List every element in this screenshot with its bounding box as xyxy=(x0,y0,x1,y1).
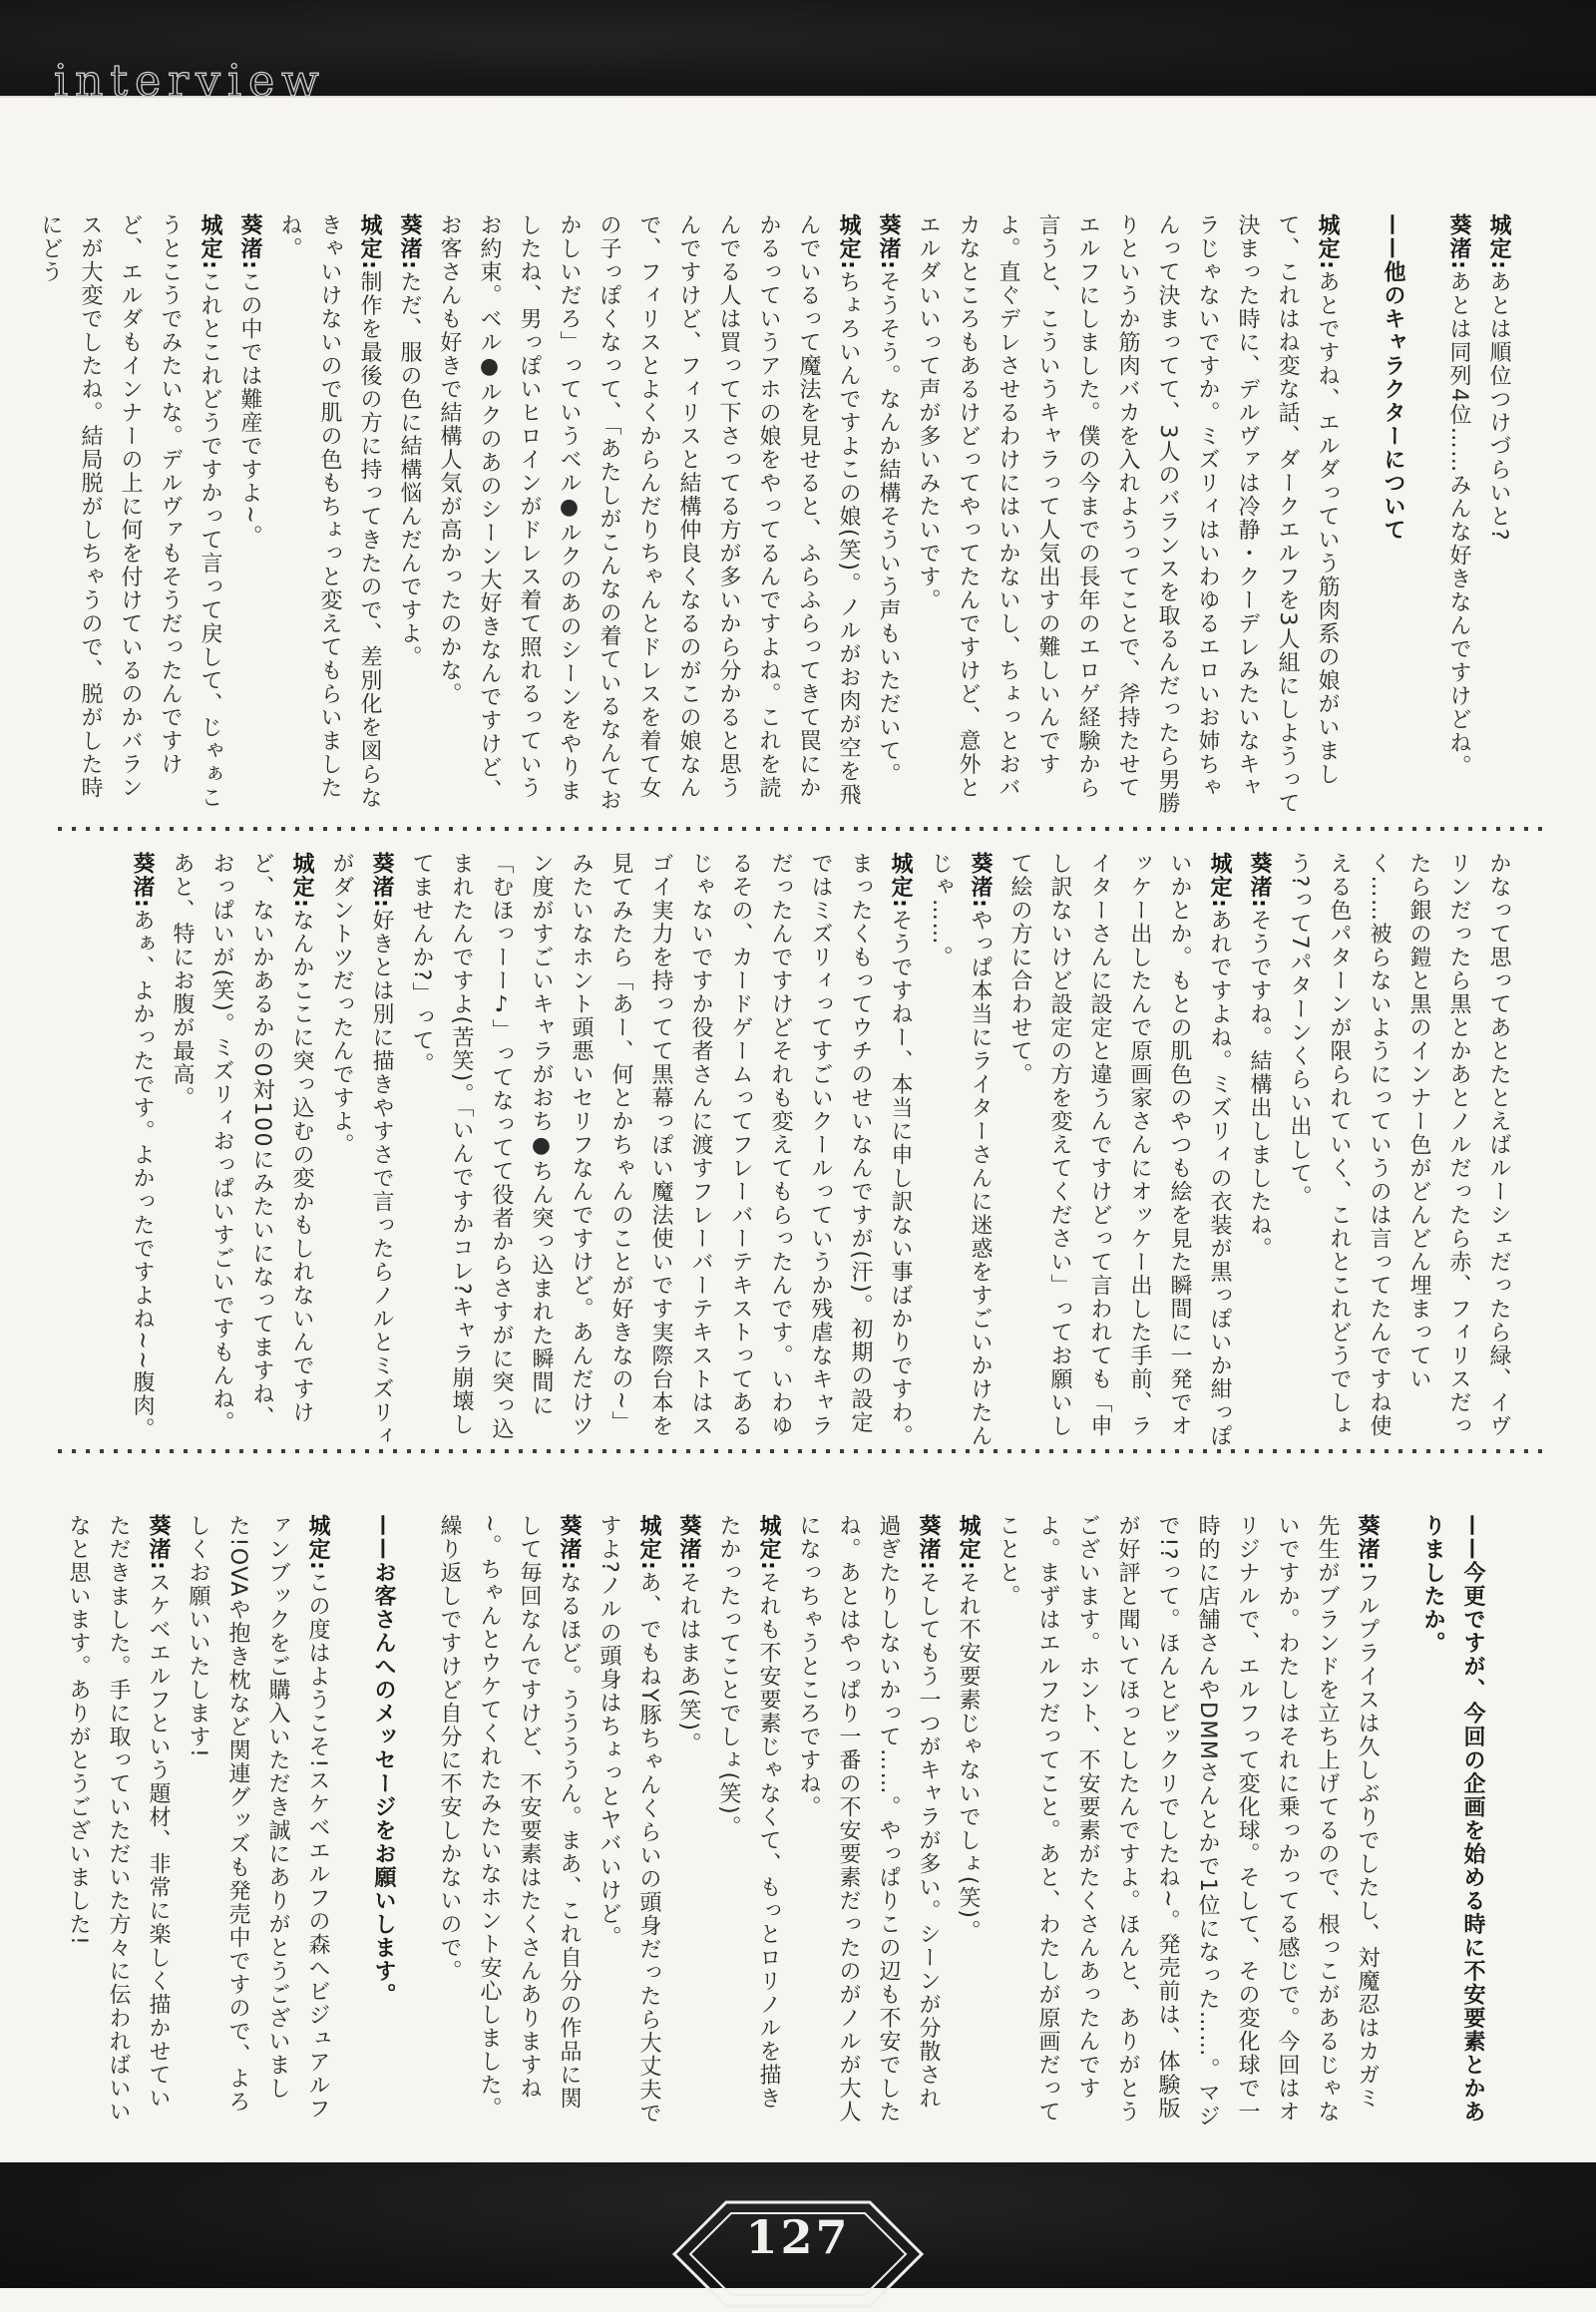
dialogue-text: それはまあ(笑)。 xyxy=(676,1571,701,1755)
dialogue-text: あとは同列4位……みんな好きなんですけどね。 xyxy=(1446,270,1471,779)
dialogue-text: あとは順位つけづらいと? xyxy=(1486,270,1511,542)
dialogue-paragraph xyxy=(708,1514,788,2128)
dialogue-paragraph xyxy=(868,213,908,816)
bottom-footer-bar xyxy=(0,2162,1596,2288)
dialogue-paragraph xyxy=(162,852,321,1450)
dialogue-text: あれですよね。ミズリィの衣装が黒っぽいか紺っぽいかとか。もとの肌色のやつも絵を見た瞬間に一発でオッケー出したんで原画家さんにオッケー出した手前、ライターさんに設定と違うんですけどって言われても「申し訳ないけど設定の方を変えてください」ってお願いして絵の方に合わせて。 xyxy=(1007,852,1232,1448)
speaker-label: 城定: xyxy=(756,1514,781,1572)
dialogue-paragraph xyxy=(920,852,999,1450)
speaker-label: 城定: xyxy=(198,213,222,271)
dialogue-paragraph xyxy=(948,1514,988,2128)
dialogue-text: スケベエルフという題材、非常に楽しく描かせていただきました。手に取っていただいた方々に伝わればいいなと思います。ありがとうございました! xyxy=(66,1514,171,2123)
speaker-label: 城定: xyxy=(636,1514,661,1572)
dialogue-text: そうですね。結構出しましたね。 xyxy=(1247,909,1272,1261)
dialogue-paragraph xyxy=(58,1514,178,2128)
interview-text-band-2 xyxy=(122,852,1518,1450)
dialogue-paragraph xyxy=(401,852,920,1450)
dialogue-text: そしてもう一つがキャラが多い。シーンが分散され過ぎたりしないかって……。やっぱりこの辺も不安でしたね。あとはやっぱり一番の不安要素だったのがノルが大人になっちゃうところですね。 xyxy=(796,1514,941,2123)
dialogue-paragraph xyxy=(429,1514,589,2128)
speaker-label: 城定: xyxy=(1315,213,1340,271)
dialogue-paragraph xyxy=(178,1514,337,2128)
dialogue-paragraph xyxy=(429,213,868,816)
speaker-label: 葵渚: xyxy=(876,213,901,271)
dialogue-text: なんかここに突っ込むの変かもしれないんですけど、ないかあるかの0対100にみたいになってますね、おっぱいが(笑)。ミズリィおっぱいすごいですもんね。あと、特にお腹が最高。 xyxy=(170,852,314,1435)
top-header-bar xyxy=(0,0,1596,107)
speaker-label: 葵渚: xyxy=(369,852,394,910)
interview-logo: interview xyxy=(54,56,326,107)
dialogue-text: ただ、服の色に結構悩んだんですよ。 xyxy=(397,270,422,669)
dialogue-paragraph xyxy=(1239,852,1279,1450)
dialogue-paragraph xyxy=(999,852,1239,1450)
dialogue-text: この中では難産ですよ~。 xyxy=(237,270,262,549)
interview-text-band-3 xyxy=(58,1514,1518,2128)
speaker-label: 城定: xyxy=(289,852,314,910)
speaker-label: 葵渚: xyxy=(397,213,422,271)
dialogue-paragraph xyxy=(1279,852,1518,1450)
dialogue-text: フルプライスは久しぶりでしたし、対魔忍はカガミ先生がブランドを立ち上げてるので、根っこがあるじゃないですか。わたしはそれに乗っかってる感じで。今回はオリジナルで、エルフって変化球。そして、その変化球で一時的に店舗さんやDMMさんとかで1位になった……。マジで!?って。ほんとビックリでしたね~。発売前は、体験版が好評と聞いてほっとしたんですよ。ほんと、ありがとうございます。ホント、不安要素がたくさんあったんですよ。まずはエルフだってこと。あと、わたしが原画だってことと。 xyxy=(996,1514,1380,2128)
speaker-label: 葵渚: xyxy=(1247,852,1272,910)
dialogue-paragraph xyxy=(1478,213,1518,816)
dialogue-paragraph xyxy=(321,852,401,1450)
dialogue-text: これとこれどうですかって言って戻して、じゃぁこうとこうでみたいな。デルヴァもそうだったんですけど、エルダもインナーの上に何を付けているのかバランスが大変でしたね。結局脱がしちゃうので、脱がした時にどう xyxy=(38,213,222,810)
dialogue-text: それも不安要素じゃなくて、もっとロリノルを描きたかったってことでしょ(笑)。 xyxy=(716,1514,781,2111)
speaker-label: 城定: xyxy=(956,1514,981,1572)
speaker-label: 葵渚: xyxy=(916,1514,941,1572)
interview-text-band-1 xyxy=(30,213,1518,816)
dialogue-paragraph xyxy=(589,1514,668,2128)
dialogue-paragraph xyxy=(1438,213,1478,816)
dialogue-text: そうですねー、本当に申し訳ない事ばかりですわ。まったくもってウチのせいなんですが(汗)。初期の設定ではミズリィってすごいクールっていうか残虐なキャラだったんですけどそれも変えてもらったんです。いわゆるその、カードゲームってフレーバーテキストってあるじゃないですか役者さんに渡すフレーバーテキストはスゴイ実力を持ってて黒幕っぽい魔法使いです実際台本を見てみたら「あー、何とかちゃんのことが好きなの~」みたいなホント頭悪いセリフなんですけど。あんだけツン度がすごいキャラがおち●ちん突っ込まれた瞬間に「むほっーー♪」ってなってて役者からさすがに突っ込まれたんですよ(苦笑)。「いんですかコレ?キャラ崩壊してませんか?」って。 xyxy=(409,852,913,1448)
dialogue-paragraph xyxy=(668,1514,708,2128)
dialogue-text: かなって思ってあとたとえばルーシェだったら緑、イヴリンだったら黒とかあとノルだったら赤、フィリスだったら銀の鎧と黒のインナー色がどんどん埋まっていく……被らないようにっていうのは言ってたんですね使える色パターンが限られていく、これとこれどうでしょう?って7パターンくらい出して。 xyxy=(1287,852,1511,1438)
dialogue-text: なるほど。ううううん。まあ、これ自分の作品に関して毎回なんですけど、不安要素はたくさんありますね~。ちゃんとウケてくれたみたいなホント安心しました。繰り返しですけど自分に不安しかないので。 xyxy=(437,1514,582,2120)
dialogue-paragraph xyxy=(389,213,429,816)
dialogue-text: あとですね、エルダっていう筋肉系の娘がいまして、これはね変な話、ダークエルフを3人組にしようって決まった時に、デルヴァは冷静・クーデレみたいなキャラじゃないですか。ミズリィはいわゆるエロいお姉ちゃんって決まってて、3人のバランスを取るんだったら男勝りというか筋肉バカを入れようってことで、斧持たせてエルフにしました。僕の今までの長年のエロゲ経験から言うと、こういうキャラって人気出すの難しいんですよ。直ぐデレさせるわけにはいかないし、ちょっとおバカなところもあるけどってやってたんですけど、意外とエルダいいって声が多いみたいです。 xyxy=(916,213,1340,815)
dialogue-text: そうそう。なんか結構そういう声もいただいて。 xyxy=(876,270,901,787)
speaker-label: 葵渚: xyxy=(557,1514,582,1572)
page-number: 127 xyxy=(745,2210,851,2264)
speaker-label: 城定: xyxy=(1207,852,1232,910)
speaker-label: 城定: xyxy=(888,852,913,910)
dialogue-paragraph xyxy=(988,1514,1387,2128)
dialogue-text: あぁ、よかったです。よかったですよね~~腹肉。 xyxy=(130,909,155,1441)
speaker-label: 城定: xyxy=(836,213,861,271)
dialogue-paragraph xyxy=(908,213,1347,816)
page-number-badge xyxy=(668,2196,928,2312)
dialogue-paragraph xyxy=(788,1514,948,2128)
dotted-separator xyxy=(58,1448,1546,1453)
dialogue-text: やっぱ本当にライターさんに迷惑をすごいかけたんじゃ……。 xyxy=(928,852,993,1448)
speaker-label: 葵渚: xyxy=(130,852,155,910)
speaker-label: 城定: xyxy=(305,1514,330,1572)
section-heading: ——今更ですが、今回の企画を始める時に不安要素とかありましたか。 xyxy=(1420,1514,1485,2123)
dialogue-text: それ不安要素じゃないでしょ(笑)。 xyxy=(956,1571,981,1943)
dialogue-text: ちょろいんですよこの娘(笑)。ノルがお肉が空を飛んでいるって魔法を見せると、ふらふらってきて罠にかかるっていうアホの娘をやってるんですよね。これを読んでる人は買って下さってる方が多いから分かると思うんですけど、フィリスと結構仲良くなるのがこの娘なんで、フィリスとよくからんだりちゃんとドレスを着て女の子っぽくなって、「あたしがこんなの着ているなんておかしいだろ」っていうベル●ルクのあのシーンをやりましたね、男っぽいヒロインがドレス着て照れるっていうお約束。ベル●ルクのあのシーン大好きなんですけど、お客さんも好きで結構人気が高かったのかな。 xyxy=(437,213,861,812)
dialogue-paragraph xyxy=(229,213,269,816)
section-heading: ——お客さんへのメッセージをお願いします。 xyxy=(371,1514,396,2007)
speaker-label: 葵渚: xyxy=(968,852,993,910)
speaker-label: 葵渚: xyxy=(146,1514,171,1572)
section-heading: ——他のキャラクターについて xyxy=(1381,213,1405,542)
speaker-label: 葵渚: xyxy=(1355,1514,1380,1572)
dialogue-text: あ、でもねY豚ちゃんくらいの頭身だったら大丈夫ですよ?ノルの頭身はちょっとヤバいけど。 xyxy=(597,1514,661,2125)
dotted-separator xyxy=(58,826,1546,831)
dialogue-paragraph xyxy=(30,213,229,816)
dialogue-paragraph xyxy=(122,852,162,1450)
dialogue-text: 好きとは別に描きやすさで言ったらノルとミズリィがダントツだったんですよ。 xyxy=(329,852,394,1448)
dialogue-paragraph xyxy=(269,213,389,816)
dialogue-text: 制作を最後の方に持ってきたので、差別化を図らなきゃいけないので肌の色もちょっと変えてもらいましたね。 xyxy=(277,213,382,810)
speaker-label: 葵渚: xyxy=(1446,213,1471,271)
speaker-label: 葵渚: xyxy=(237,213,262,271)
speaker-label: 葵渚: xyxy=(676,1514,701,1572)
speaker-label: 城定: xyxy=(1486,213,1511,271)
speaker-label: 城定: xyxy=(357,213,382,271)
dialogue-text: この度はようこそ!スケベエルフの森へビジュアルファンブックをご購入いただき誠にありがとうございました!OVAや抱き枕など関連グッズも発売中ですので、よろしくお願いいたします! xyxy=(186,1514,330,2121)
